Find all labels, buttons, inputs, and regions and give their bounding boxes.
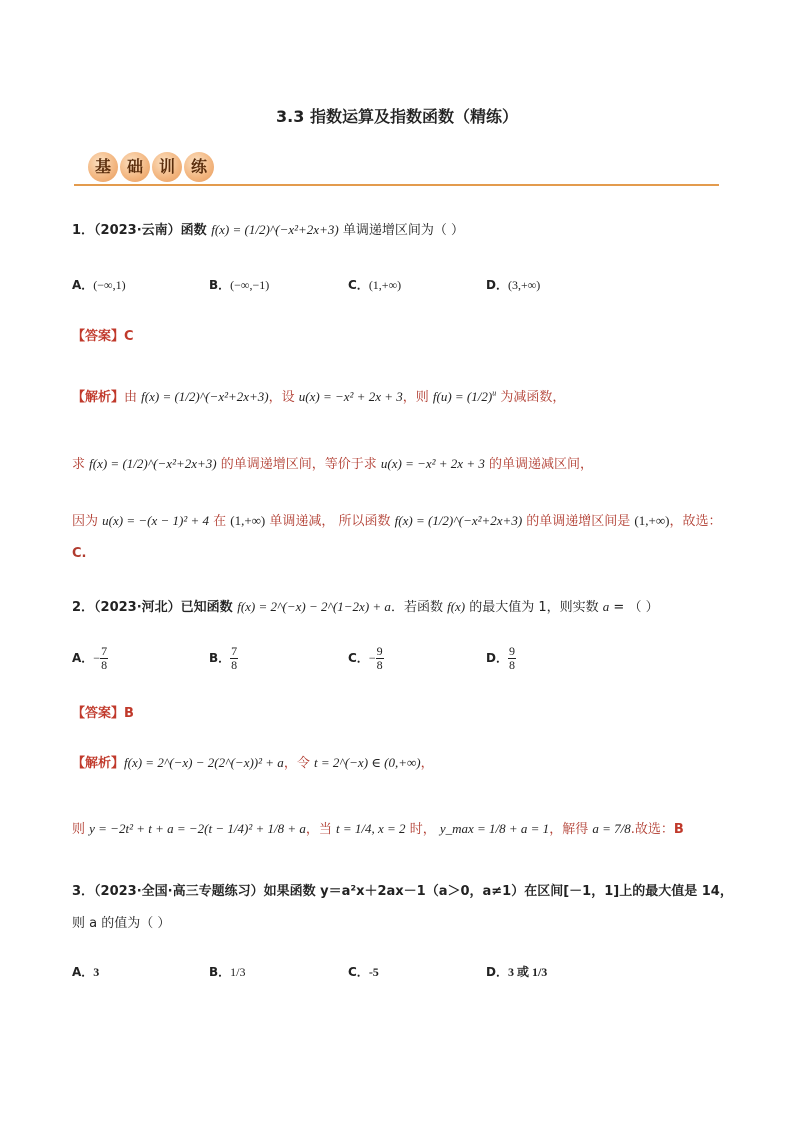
q2-answer: 【答案】B	[72, 706, 134, 721]
q1-prefix: 1．（2023·云南）函数	[72, 223, 212, 238]
q3-option-b: B．1/3	[209, 965, 246, 979]
page-title: 3.3 指数运算及指数函数（精练）	[276, 107, 518, 126]
question-3-line-1: 3．（2023·全国·高三专题练习）如果函数 y＝a²x＋2ax－1（a＞0，a≠1）在区间[－1，1]上的最大值是 14，	[72, 884, 733, 899]
q3-option-c: C．-5	[348, 965, 379, 979]
q1-explanation-line-4: C.	[72, 546, 87, 561]
q1-option-a: A．(−∞,1)	[72, 278, 126, 292]
q1-function: f(x) = (1/2)^(−x²+2x+3)	[211, 222, 339, 237]
section-char-4: 练	[184, 152, 214, 182]
q1-suffix: 单调递增区间为（ ）	[338, 223, 464, 238]
q2-answer-value: B	[124, 706, 134, 721]
section-banner	[88, 152, 216, 186]
q3-option-d: D．3 或 1/3	[486, 965, 548, 979]
q1-answer: 【答案】C	[72, 329, 134, 344]
q2-option-c: C．− $\frac{9}{8}$	[348, 644, 383, 672]
q1-option-c: C．(1,+∞)	[348, 278, 402, 292]
q2-option-a: A．− $\frac{7}{8}$	[72, 644, 108, 672]
q2-option-d: D． $\frac{9}{8}$	[486, 644, 515, 672]
q3-option-a: A．3	[72, 965, 100, 979]
q1-explanation-line-3: 因为 u(x) = −(x − 1)² + 4 在 (1,+∞) 单调递减， 所以函数 f(x) = (1/2)^(−x²+2x+3) 的单调递增区间是 (1,+∞)，故选：	[72, 513, 722, 529]
question-3-line-2: 则 a 的值为（ ）	[72, 916, 171, 931]
q1-explanation-line-2: 求 f(x) = (1/2)^(−x²+2x+3) 的单调递增区间，等价于求 u(x) = −x² + 2x + 3 的单调递减区间，	[72, 456, 593, 472]
section-char-3: 训	[152, 152, 182, 182]
question-1	[72, 219, 464, 238]
section-char-2: 础	[120, 152, 150, 182]
q1-option-b: B．(−∞,−1)	[209, 278, 270, 292]
q2-option-b: B． $\frac{7}{8}$	[209, 644, 238, 672]
q1-explanation-line-1: 【解析】由 f(x) = (1/2)^(−x²+2x+3)，设 u(x) = −x² + 2x + 3，则 $f(u) = (1/2)^u$ 为减函数，	[72, 388, 566, 405]
q2-explanation-line-1: 【解析】f(x) = 2^(−x) − 2(2^(−x))² + a，令 t = 2^(−x) ∈ (0,+∞)，	[72, 755, 434, 771]
q2-explanation-line-2: 则 y = −2t² + t + a = −2(t − 1/4)² + 1/8 + a，当 t = 1/4, x = 2 时， y_max = 1/8 + a = 1，解得 a = 7/8.故选：B	[72, 821, 684, 837]
section-divider	[74, 184, 719, 186]
question-2: 2．（2023·河北）已知函数 f(x) = 2^(−x) − 2^(1−2x) + a．若函数 f(x) 的最大值为 1，则实数 a = （ ）	[72, 599, 659, 615]
q1-option-d: D．(3,+∞)	[486, 278, 541, 292]
q1-answer-value: C	[124, 329, 134, 344]
section-char-1: 基	[88, 152, 118, 182]
